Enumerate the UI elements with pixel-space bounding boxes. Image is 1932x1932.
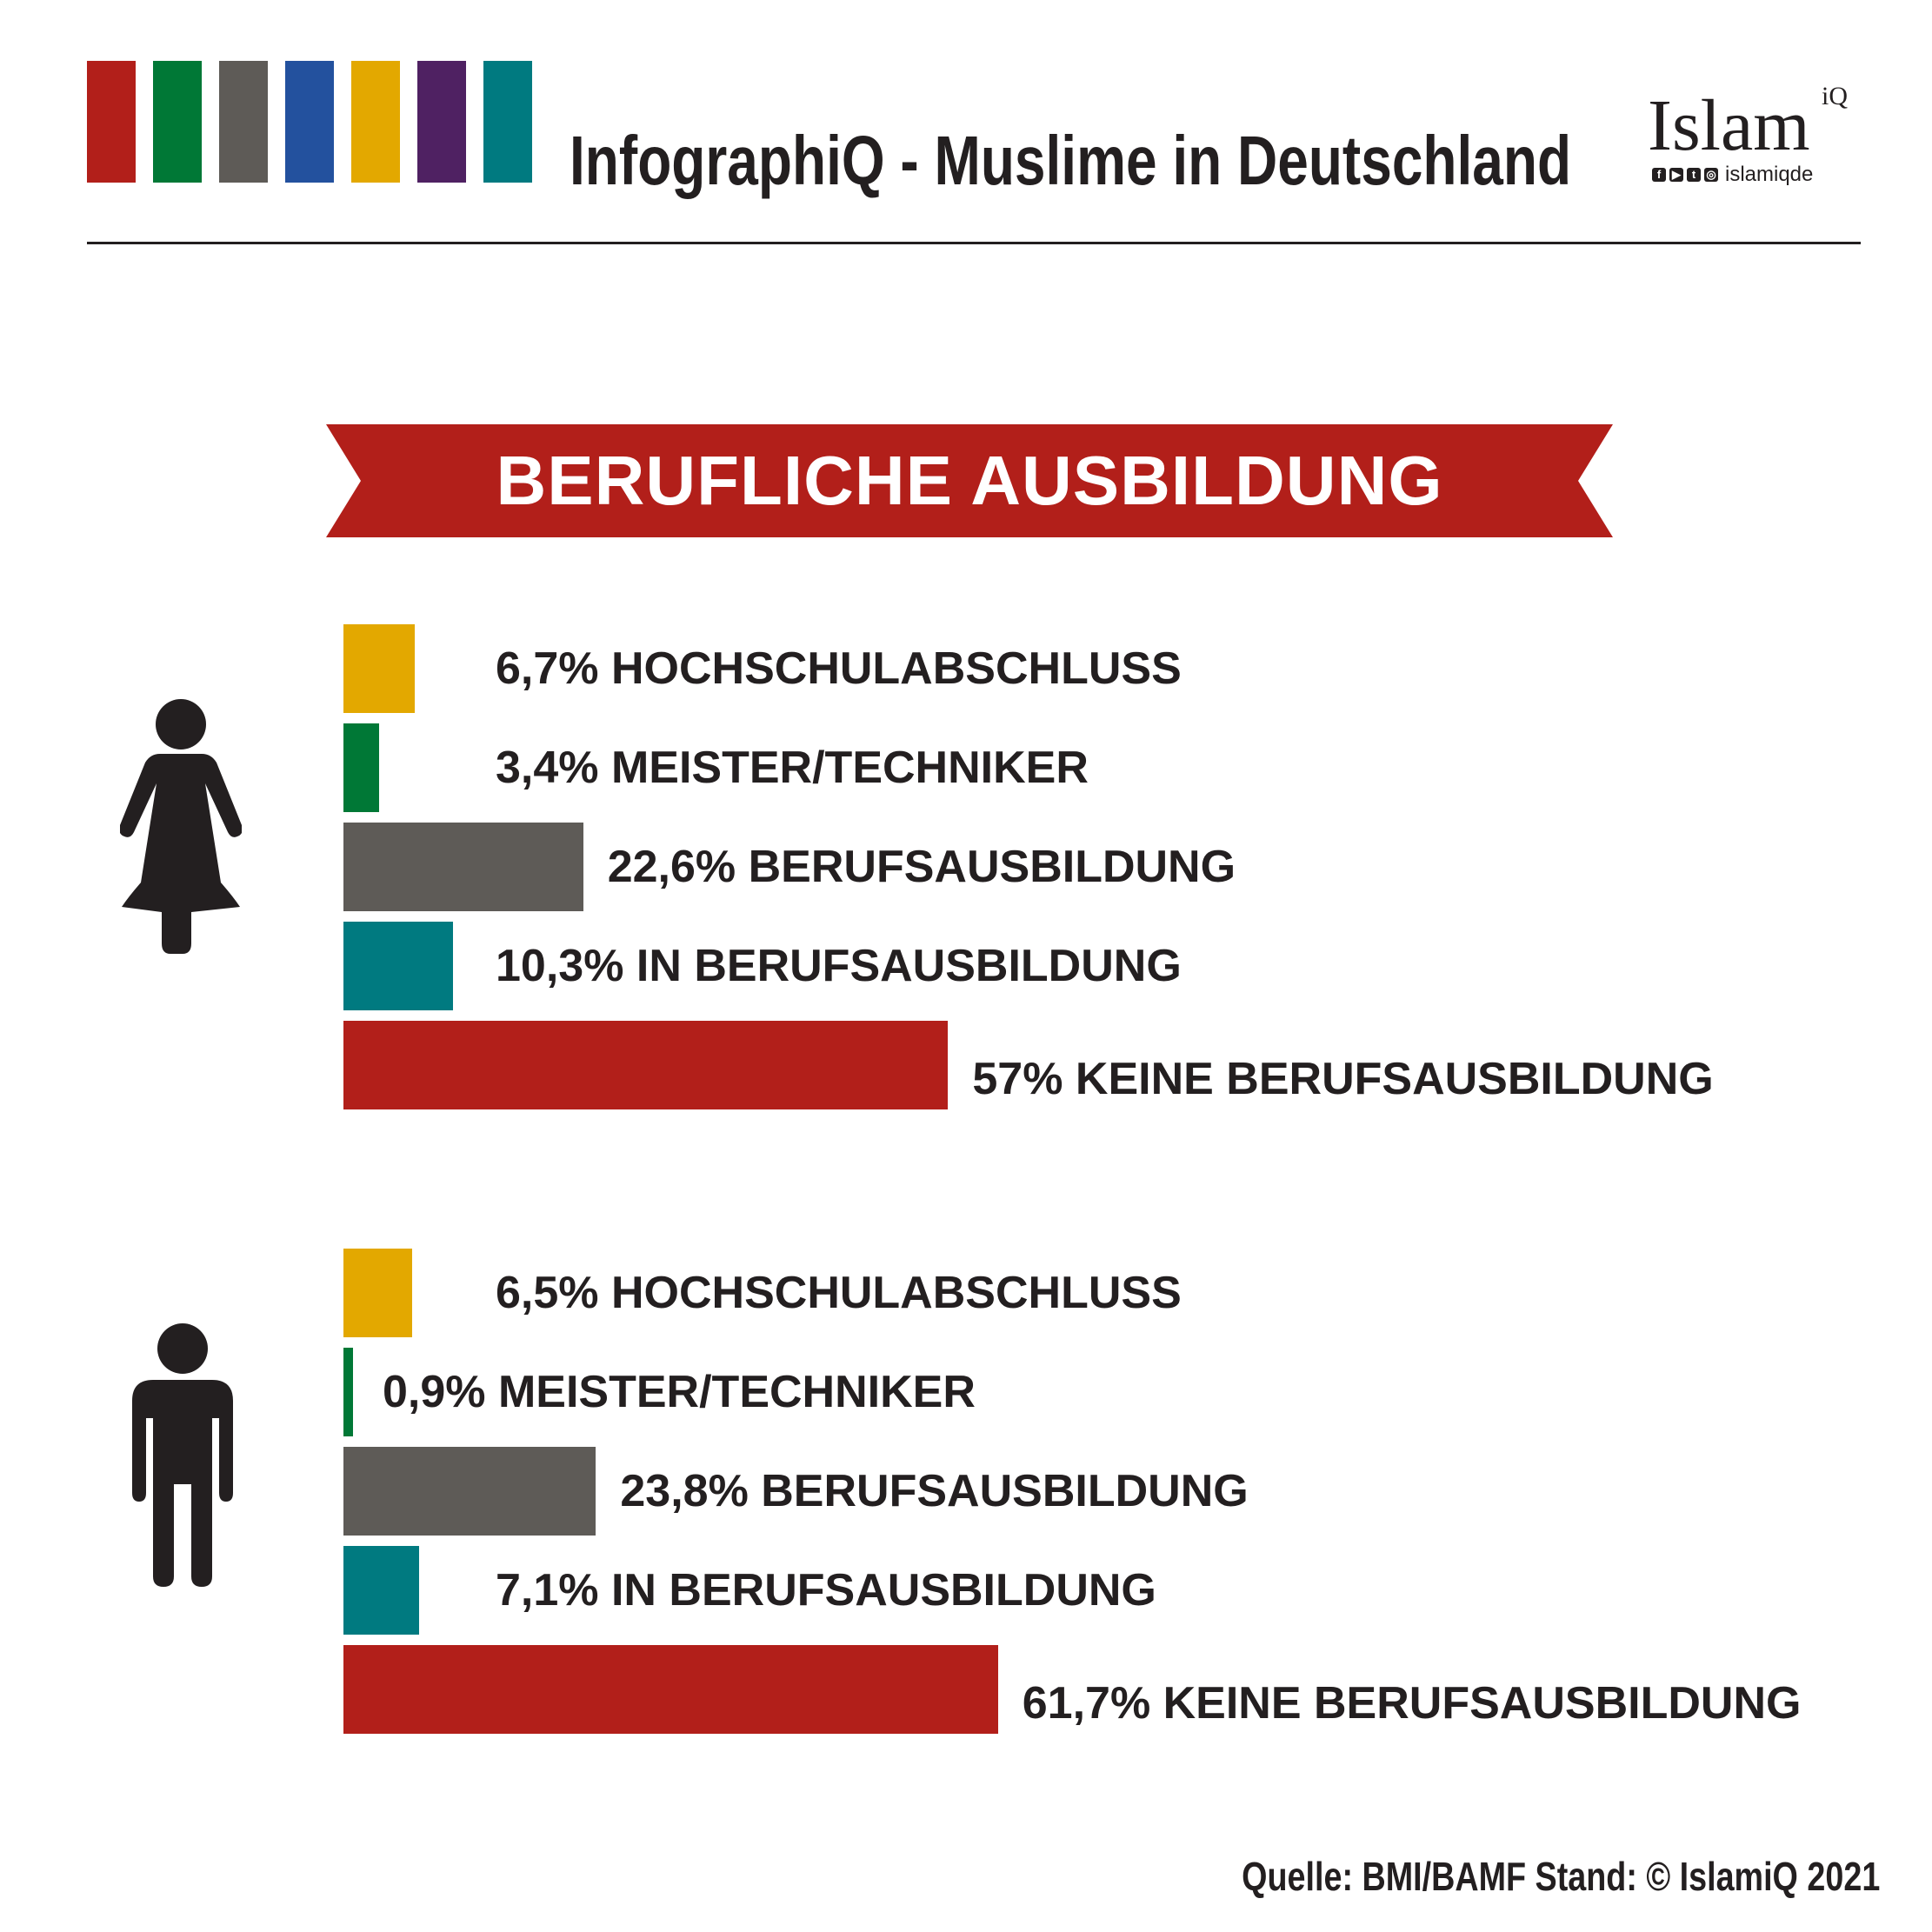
page-title: InfographiQ - Muslime in Deutschland — [570, 122, 1572, 199]
bar-meister-techniker — [343, 723, 379, 812]
color-stripe — [417, 61, 466, 183]
bar-label-hochschulabschluss: 6,7% HOCHSCHULABSCHLUSS — [496, 643, 1182, 694]
chart-men — [0, 1249, 1932, 1735]
instagram-icon: ◎ — [1704, 168, 1718, 182]
bar-meister-techniker — [343, 1348, 353, 1436]
source-note: Quelle: BMI/BAMF Stand: © IslamiQ 2021 — [1241, 1854, 1880, 1899]
banner-title: BERUFLICHE AUSBILDUNG — [496, 442, 1443, 519]
man-icon — [127, 1322, 238, 1588]
bar-label-meister-techniker: 0,9% MEISTER/TECHNIKER — [383, 1367, 976, 1417]
header-divider — [87, 242, 1861, 244]
twitter-icon: t — [1687, 168, 1701, 182]
social-handle: islamiqde — [1725, 163, 1814, 186]
bar-label-berufsausbildung: 22,6% BERUFSAUSBILDUNG — [607, 842, 1236, 892]
bar-label-berufsausbildung: 23,8% BERUFSAUSBILDUNG — [620, 1466, 1249, 1516]
bar-berufsausbildung — [343, 1447, 596, 1536]
islamiq-logo — [1648, 82, 1865, 191]
bar-berufsausbildung — [343, 823, 583, 911]
social-links — [1652, 163, 1813, 186]
bar-keine-berufsausbildung — [343, 1645, 998, 1734]
bar-label-in-berufsausbildung: 7,1% IN BERUFSAUSBILDUNG — [496, 1565, 1156, 1616]
color-stripe — [285, 61, 334, 183]
color-stripe — [87, 61, 136, 183]
bar-in-berufsausbildung — [343, 922, 453, 1010]
chart-women — [0, 624, 1932, 1111]
bar-label-keine-berufsausbildung: 61,7% KEINE BERUFSAUSBILDUNG — [1022, 1678, 1802, 1729]
facebook-icon: f — [1652, 168, 1666, 182]
color-stripe — [153, 61, 202, 183]
bar-keine-berufsausbildung — [343, 1021, 948, 1109]
color-stripe — [483, 61, 532, 183]
bar-label-in-berufsausbildung: 10,3% IN BERUFSAUSBILDUNG — [496, 941, 1182, 991]
color-stripe — [219, 61, 268, 183]
bar-label-meister-techniker: 3,4% MEISTER/TECHNIKER — [496, 743, 1089, 793]
logo-wordmark: Islam — [1648, 85, 1810, 166]
bar-in-berufsausbildung — [343, 1546, 419, 1635]
bar-label-hochschulabschluss: 6,5% HOCHSCHULABSCHLUSS — [496, 1268, 1182, 1318]
bar-hochschulabschluss — [343, 624, 415, 713]
bar-hochschulabschluss — [343, 1249, 412, 1337]
woman-icon — [120, 698, 242, 955]
section-banner — [326, 424, 1613, 537]
youtube-icon: ▶ — [1669, 168, 1683, 182]
logo-superscript: iQ — [1822, 82, 1848, 110]
bar-label-keine-berufsausbildung: 57% KEINE BERUFSAUSBILDUNG — [972, 1054, 1714, 1104]
color-stripe — [351, 61, 400, 183]
